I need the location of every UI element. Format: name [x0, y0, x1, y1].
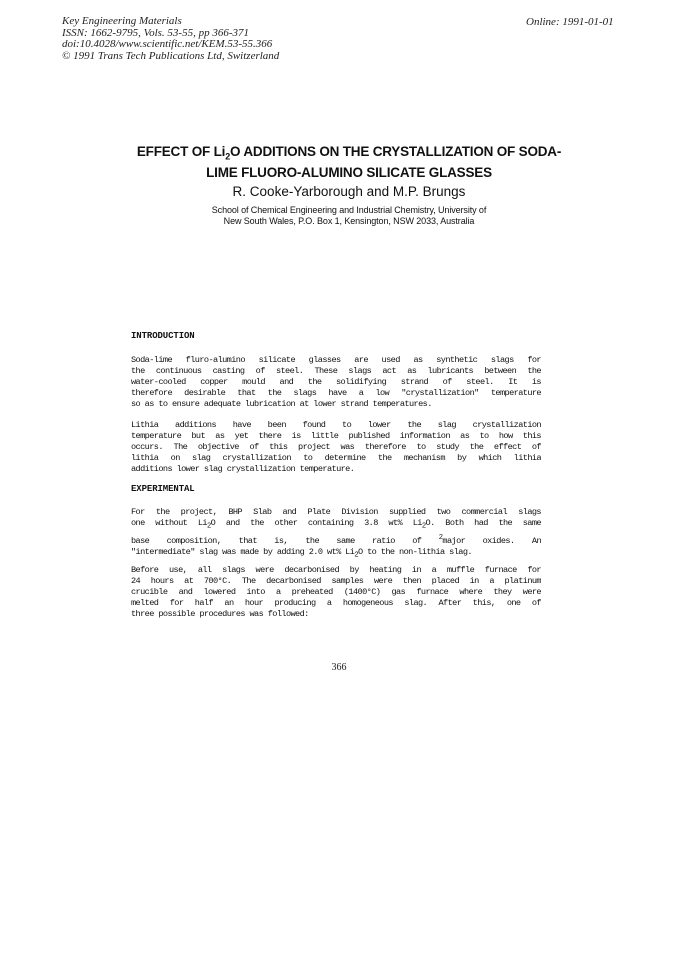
issn-line: ISSN: 1662-9795, Vols. 53-55, pp 366-371 [62, 26, 249, 39]
paragraph-line: lithia on slag crystallization to determine the mechanism by which lithia [131, 453, 541, 463]
title-subscript: 2 [225, 151, 230, 162]
paragraph-3 [131, 507, 541, 561]
paragraph-line: temperature but as yet there is little published information as to how this [131, 431, 541, 441]
paragraph-line: therefore desirable that the slags have a low "crystallization" temperature [131, 388, 541, 398]
title-part2: O ADDITIONS ON THE CRYSTALLIZATION OF SODA- [230, 144, 562, 159]
section-heading-experimental: EXPERIMENTAL [131, 484, 195, 494]
copyright-line: © 1991 Trans Tech Publications Ltd, Switzerland [62, 49, 280, 62]
journal-metadata [62, 16, 279, 62]
title-line2: LIME FLUORO-ALUMINO SILICATE GLASSES [206, 164, 492, 180]
paragraph-line: occurs. The objective of this project was therefore to study the effect of [131, 442, 541, 452]
paragraph-line: crucible and lowered into a preheated (1400°C) gas furnace where they were [131, 587, 541, 597]
paragraph-line: 24 hours at 700°C. The decarbonised samples were then placed in a platinum [131, 576, 541, 586]
online-date: Online: 1991-01-01 [526, 16, 614, 28]
paragraph-line: one without $Li_2O$ and the other containing 3.8 wt% $Li_2O$. Both had the same [131, 518, 541, 531]
paragraph-2 [131, 420, 541, 475]
paragraph-line: the continuous casting of steel. These slags act as lubricants between the [131, 366, 541, 376]
paragraph-line: melted for half an hour producing a homogeneous slag. After this, one of [131, 598, 541, 608]
paragraph-line: Lithia additions have been found to lower the slag crystallization [131, 420, 541, 430]
paragraph-line: "intermediate" slag was made by adding 2.0 wt% $Li_2O$ to the non-lithia slag. [131, 546, 472, 560]
affiliation [124, 205, 574, 227]
paragraph-line: additions lower slag crystallization temperature. [131, 464, 355, 474]
paragraph-line: base composition, that is, the same ratio of $^2$major oxides. An [131, 533, 541, 546]
title-part1: EFFECT OF Li [136, 144, 226, 159]
paragraph-line: Soda-lime fluro-alumino silicate glasses are used as synthetic slags for [131, 355, 541, 365]
paragraph-line: Before use, all slags were decarbonised by heating in a muffle furnace for [131, 565, 541, 575]
paragraph-line: For the project, BHP Slab and Plate Division supplied two commercial slags [131, 507, 541, 517]
doi-line[interactable]: doi:10.4028/www.scientific.net/KEM.53-55.366 [62, 38, 273, 50]
paragraph-line: so as to ensure adequate lubrication at lower strand temperatures. [131, 399, 432, 409]
section-heading-introduction: INTRODUCTION [131, 331, 195, 341]
authors: R. Cooke-Yarborough and M.P. Brungs [232, 184, 466, 199]
affiliation-line1: School of Chemical Engineering and Industrial Chemistry, University of [211, 205, 487, 215]
affiliation-line2: New South Wales, P.O. Box 1, Kensington, NSW 2033, Australia [223, 216, 475, 226]
paper-title [124, 144, 574, 180]
paragraph-1 [131, 355, 541, 410]
page-number: 366 [331, 662, 347, 673]
paragraph-4 [131, 565, 541, 620]
journal-name: Key Engineering Materials [62, 15, 182, 27]
paragraph-line: three possible procedures was followed: [131, 609, 309, 619]
paragraph-line: water-cooled copper mould and the solidifying strand of steel. It is [131, 377, 541, 387]
